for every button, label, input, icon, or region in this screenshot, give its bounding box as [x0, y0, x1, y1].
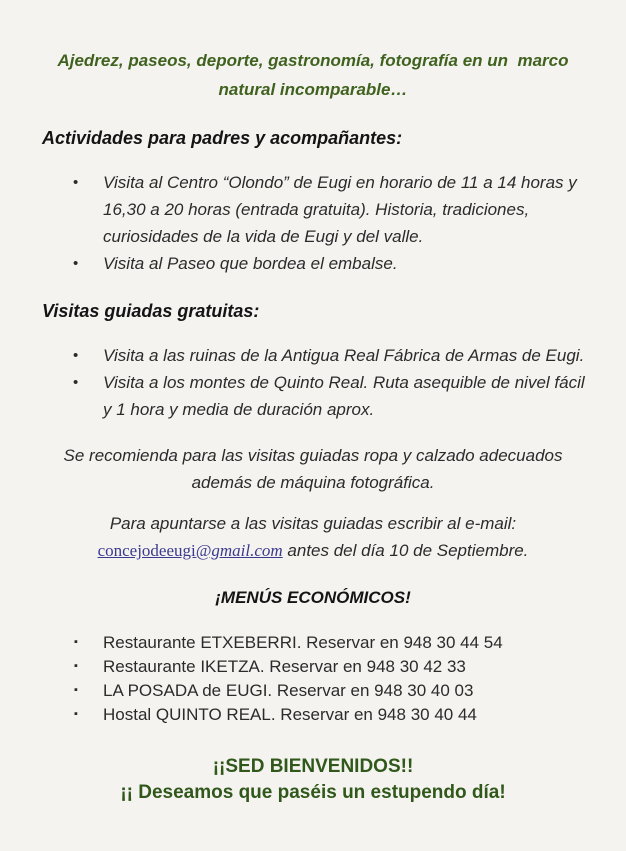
- email-link[interactable]: [98, 541, 283, 560]
- signup-line1: Para apuntarse a las visitas guiadas escribir al e-mail:: [109, 514, 517, 533]
- restaurant-item-text: Restaurante IKETZA. Reservar en 948 30 42 33: [103, 657, 466, 676]
- round-bullet-icon: •: [73, 255, 79, 272]
- signup-deadline-text: antes del día 10 de Septiembre.: [282, 541, 529, 560]
- guided-visits-heading: Visitas guiadas gratuitas:: [42, 301, 260, 321]
- restaurant-item-text: LA POSADA de EUGI. Reservar en 948 30 40 03: [103, 681, 474, 700]
- restaurant-item-text: Restaurante ETXEBERRI. Reservar en 948 30 44 54: [103, 633, 503, 652]
- restaurant-item: [74, 655, 586, 679]
- list-item-text: Visita a los montes de Quinto Real. Ruta asequible de nivel fácil y 1 hora y media de duración aprox.: [103, 373, 585, 419]
- square-bullet-icon: ▪: [74, 636, 78, 648]
- restaurants-list: [0, 631, 626, 727]
- recommendation-note: Se recomienda para las visitas guiadas ropa y calzado adecuados además de máquina fotográfica.: [63, 446, 563, 492]
- list-item-text: Visita al Centro “Olondo” de Eugi en horario de 11 a 14 horas y 16,30 a 20 horas (entrada gratuita). Historia, tradiciones, curiosidades de la vida de Eugi y del valle.: [103, 173, 577, 246]
- list-item: [73, 369, 586, 423]
- signup-paragraph: [36, 510, 590, 564]
- menus-heading: ¡MENÚS ECONÓMICOS!: [215, 588, 411, 607]
- square-bullet-icon: ▪: [74, 708, 78, 720]
- restaurant-item: [74, 679, 586, 703]
- guided-visits-list: [0, 342, 626, 423]
- round-bullet-icon: •: [73, 374, 79, 391]
- activities-heading: Actividades para padres y acompañantes:: [42, 128, 403, 148]
- welcome-line2: ¡¡ Deseamos que paséis un estupendo día!: [120, 782, 506, 803]
- email-domain-text: @gmail.com: [195, 541, 283, 560]
- welcome-line1: ¡¡SED BIENVENIDOS!!: [212, 756, 414, 777]
- list-item: [73, 342, 586, 369]
- welcome-footer: [0, 754, 626, 806]
- intro-title: Ajedrez, paseos, deporte, gastronomía, fotografía en un marco natural incomparable…: [57, 51, 574, 99]
- email-user-text: concejodeeugi: [97, 541, 196, 560]
- restaurant-item: [74, 631, 586, 655]
- list-item-text: Visita a las ruinas de la Antigua Real Fábrica de Armas de Eugi.: [103, 346, 585, 365]
- restaurant-item-text: Hostal QUINTO REAL. Reservar en 948 30 40 44: [103, 705, 477, 724]
- round-bullet-icon: •: [73, 347, 79, 364]
- list-item-text: Visita al Paseo que bordea el embalse.: [103, 254, 398, 273]
- square-bullet-icon: ▪: [74, 660, 78, 672]
- activities-list: [0, 169, 626, 277]
- square-bullet-icon: ▪: [74, 684, 78, 696]
- list-item: [73, 250, 586, 277]
- restaurant-item: [74, 703, 586, 727]
- list-item: [73, 169, 586, 250]
- round-bullet-icon: •: [73, 174, 79, 191]
